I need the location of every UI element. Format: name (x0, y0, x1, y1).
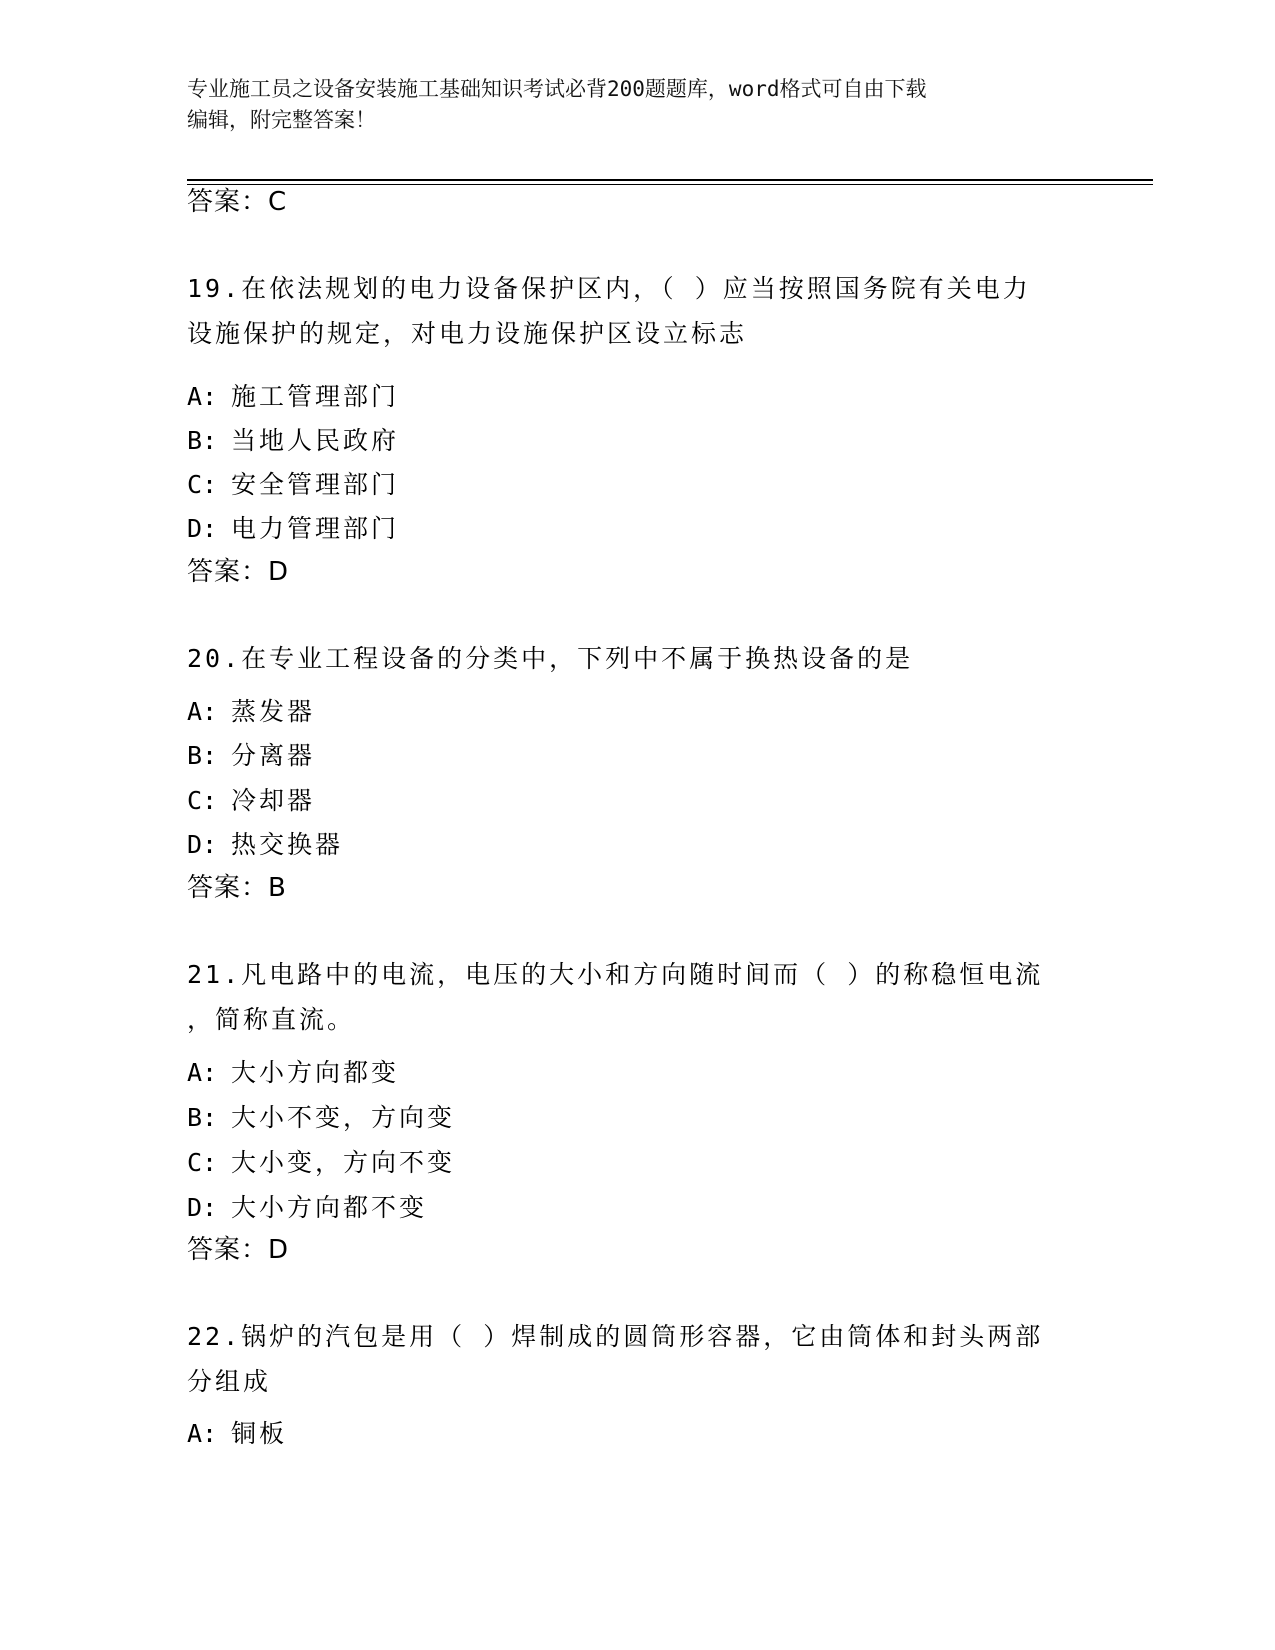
option-letter: C: (187, 1148, 218, 1177)
option-19-d (187, 514, 399, 544)
option-letter: B: (187, 426, 218, 455)
question-19-line-1: 19.在依法规划的电力设备保护区内，（ ）应当按照国务院有关电力 (187, 274, 1031, 303)
question-20-line-1: 20.在专业工程设备的分类中，下列中不属于换热设备的是 (187, 644, 914, 673)
option-text: 施工管理部门 (231, 382, 400, 411)
question-22 (187, 1314, 1067, 1404)
option-text: 蒸发器 (231, 697, 316, 726)
option-letter: D: (187, 830, 218, 859)
question-19 (187, 266, 1067, 356)
option-text: 当地人民政府 (231, 426, 400, 455)
option-letter: B: (187, 1103, 218, 1132)
option-text: 铜板 (231, 1419, 288, 1448)
option-text: 大小方向都不变 (231, 1193, 428, 1222)
option-21-b (187, 1103, 455, 1133)
option-letter: A: (187, 1058, 218, 1087)
option-letter: C: (187, 786, 218, 815)
question-22-line-2: 分组成 (187, 1367, 272, 1396)
question-19-line-2: 设施保护的规定，对电力设施保护区设立标志 (187, 319, 748, 348)
page-header (187, 74, 1067, 136)
answer-q18: 答案：C (187, 187, 288, 217)
option-text: 分离器 (231, 741, 316, 770)
answer-q20: 答案：B (187, 873, 287, 903)
option-text: 安全管理部门 (231, 470, 400, 499)
option-letter: D: (187, 514, 218, 543)
option-letter: A: (187, 697, 218, 726)
question-21-line-1: 21.凡电路中的电流，电压的大小和方向随时间而（ ）的称稳恒电流 (187, 960, 1044, 989)
option-20-a (187, 697, 315, 727)
option-text: 大小不变，方向变 (231, 1103, 456, 1132)
header-title-line-1: 专业施工员之设备安装施工基础知识考试必背200题题库，word格式可自由下载 (187, 77, 927, 101)
option-letter: D: (187, 1193, 218, 1222)
answer-q19: 答案：D (187, 557, 290, 587)
option-letter: C: (187, 470, 218, 499)
option-20-d (187, 830, 343, 860)
option-19-a (187, 382, 399, 412)
option-19-b (187, 426, 399, 456)
option-21-d (187, 1193, 427, 1223)
option-letter: B: (187, 741, 218, 770)
option-text: 大小变，方向不变 (231, 1148, 456, 1177)
question-22-line-1: 22.锅炉的汽包是用（ ）焊制成的圆筒形容器，它由筒体和封头两部 (187, 1322, 1044, 1351)
question-20 (187, 636, 1067, 681)
option-20-b (187, 741, 315, 771)
option-text: 冷却器 (231, 786, 316, 815)
header-title-line-2: 编辑，附完整答案！ (187, 108, 376, 132)
option-text: 电力管理部门 (231, 514, 400, 543)
option-letter: A: (187, 1419, 218, 1448)
option-22-a (187, 1419, 287, 1449)
option-letter: A: (187, 382, 218, 411)
question-21-line-2: ，简称直流。 (187, 1005, 356, 1034)
option-21-a (187, 1058, 399, 1088)
option-text: 大小方向都变 (231, 1058, 400, 1087)
header-divider-thick (187, 179, 1153, 181)
option-20-c (187, 786, 315, 816)
header-divider-thin (187, 184, 1153, 185)
answer-q21: 答案：D (187, 1235, 290, 1265)
option-21-c (187, 1148, 455, 1178)
option-text: 热交换器 (231, 830, 344, 859)
option-19-c (187, 470, 399, 500)
question-21 (187, 952, 1067, 1042)
